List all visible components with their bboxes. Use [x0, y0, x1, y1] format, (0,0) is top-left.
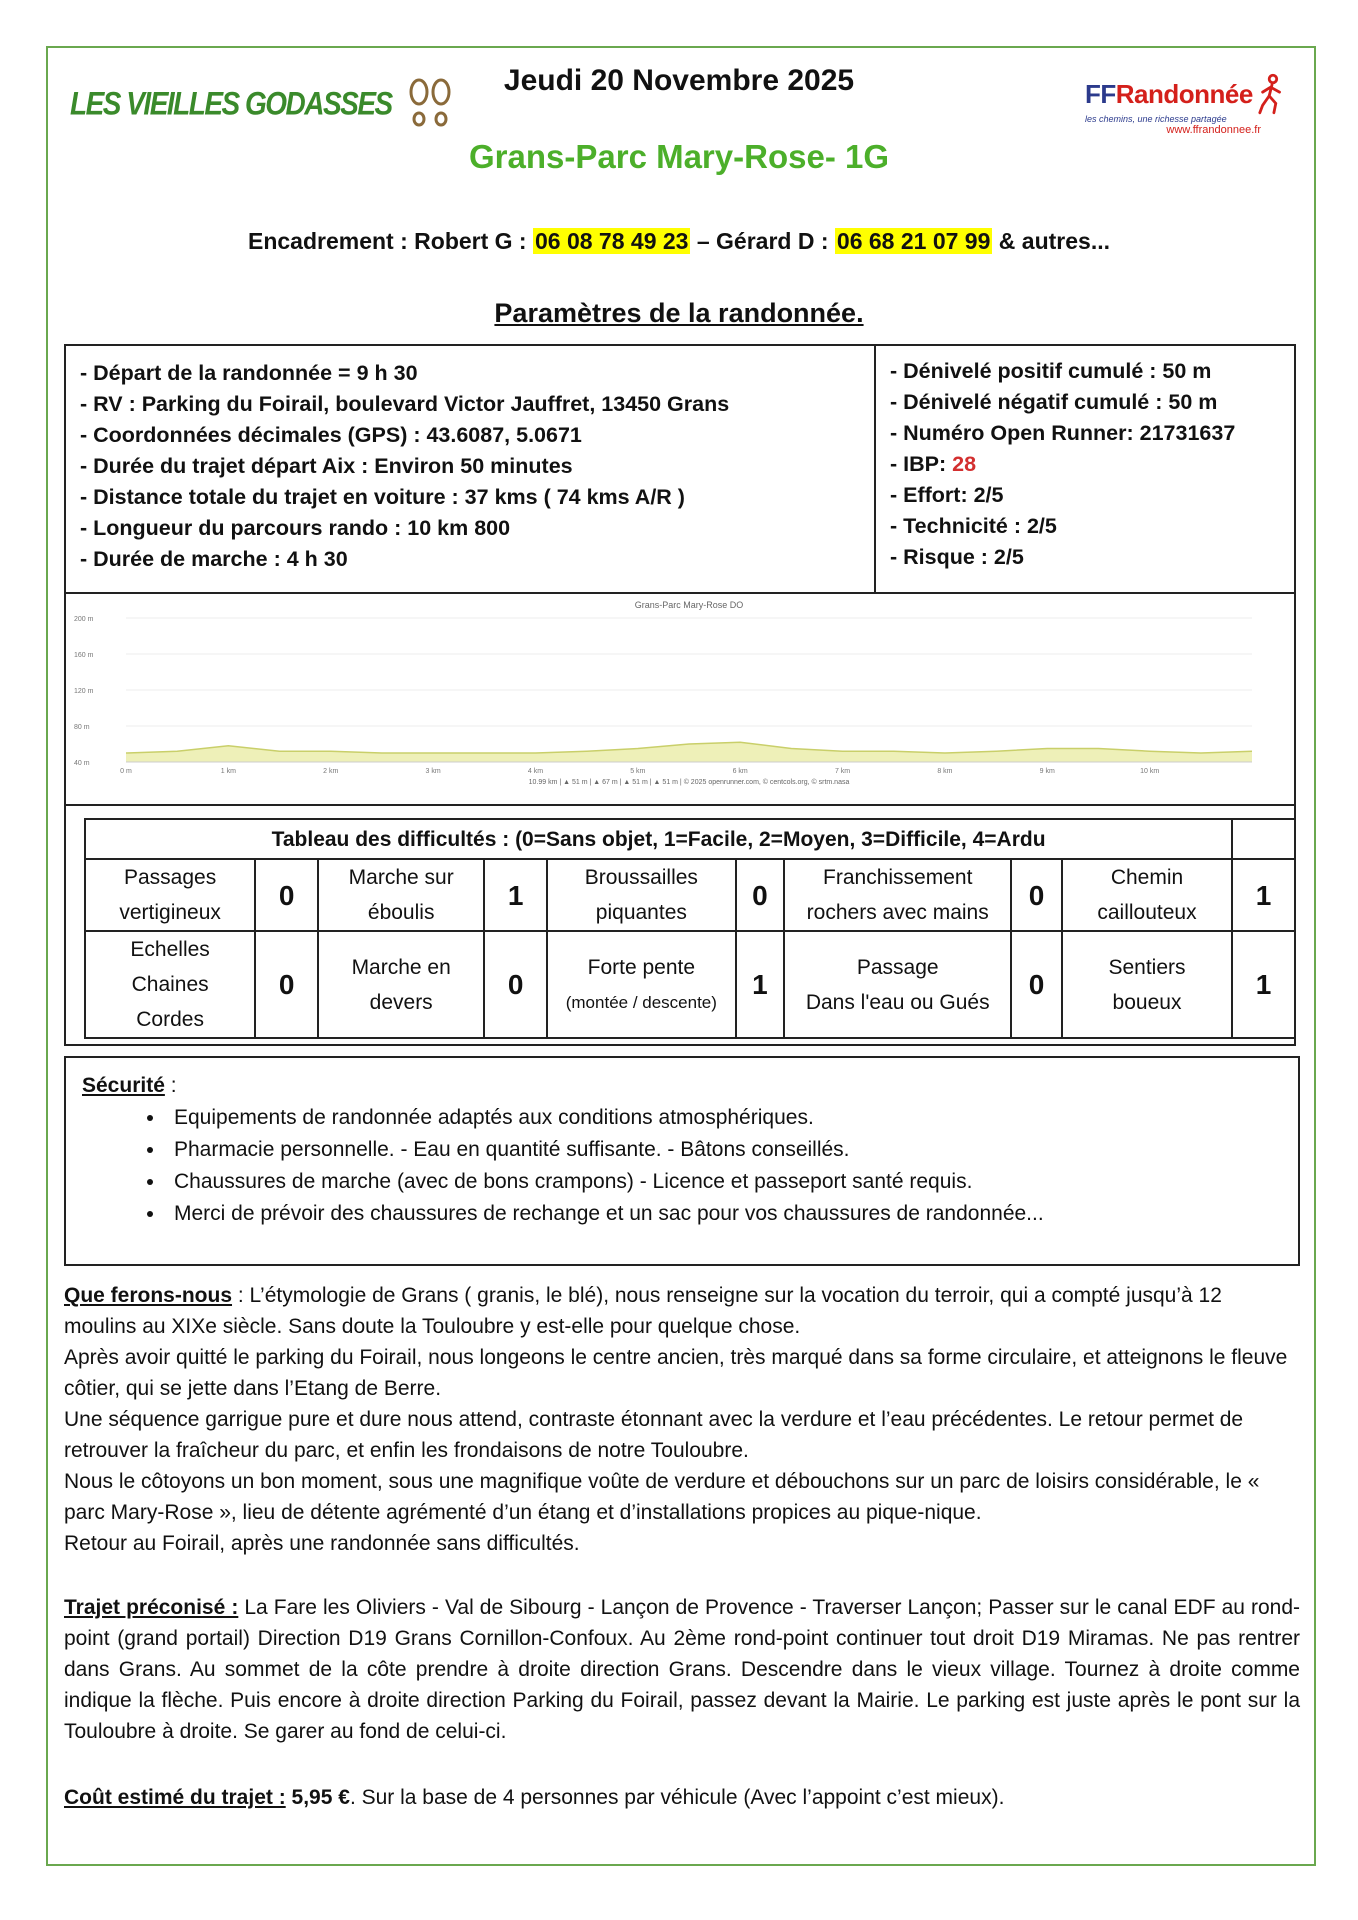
difficulty-value: 1 — [1232, 931, 1295, 1038]
description-line: Après avoir quitté le parking du Foirail, nous longeons le centre ancien, très marqué dans sa forme circulaire, et atteignons le fleuve côtier, qui se jette dans l’Etang de Berre. — [64, 1346, 1288, 1400]
security-item: • Merci de prévoir des chaussures de rechange et un sac pour vos chaussures de randonnée... — [166, 1198, 1282, 1230]
difficulty-label: Broussailles piquantes — [547, 859, 735, 931]
elevation-profile-box — [64, 594, 1296, 804]
param-line: - Technicité : 2/5 — [890, 514, 1057, 538]
difficulty-label: Echelles Chaines Cordes — [85, 931, 255, 1038]
difficulties-box — [64, 804, 1296, 1046]
profile-y-tick: 120 m — [74, 688, 94, 695]
difficulty-value: 0 — [255, 931, 318, 1038]
cost-text: . Sur la base de 4 personnes par véhicule (Avec l’appoint c’est mieux). — [349, 1786, 1005, 1809]
param-line: - Longueur du parcours rando : 10 km 800 — [80, 516, 511, 540]
route — [64, 1592, 1300, 1747]
difficulty-value: 0 — [255, 859, 318, 931]
route-heading: Trajet préconisé : — [64, 1596, 239, 1619]
route-text: La Fare les Oliviers - Val de Sibourg - Lançon de Provence - Traverser Lançon; Passer sur le canal EDF au rond-point (grand portail) Direction D19 Grans Cornillon-Confoux. Au 2ème rond-point continuer tout droit D19 Miramas. Ne pas rentrer dans Grans. Au sommet de la côte prendre à droite direction Grans. Descendre dans le vieux village. Tournez à droite comme indique la flèche. Puis encore à droite direction Parking du Foirail, passez devant la Mairie. Le parking est juste après le pont sur la Touloubre à droite. Se garer au fond de celui-ci. — [64, 1596, 1300, 1743]
profile-x-tick: 8 km — [937, 768, 953, 775]
params-left — [66, 346, 876, 592]
profile-area — [126, 742, 1252, 762]
staff-line — [0, 228, 1358, 255]
param-line: - Distance totale du trajet en voiture : 37 kms ( 74 kms A/R ) — [80, 485, 685, 509]
security-box — [64, 1056, 1300, 1266]
difficulty-value: 0 — [1011, 931, 1062, 1038]
ffr-tagline: les chemins, une richesse partagée — [1085, 114, 1227, 124]
profile-y-tick: 200 m — [74, 616, 94, 623]
security-heading: Sécurité — [82, 1074, 165, 1097]
security-heading-suffix: : — [164, 1074, 177, 1097]
difficulties-header-blank — [1232, 819, 1295, 859]
profile-x-tick: 6 km — [732, 768, 748, 775]
param-line: - Durée de marche : 4 h 30 — [80, 547, 348, 571]
params-box — [64, 344, 1296, 594]
difficulty-label: Passage Dans l'eau ou Gués — [784, 931, 1011, 1038]
security-list — [82, 1102, 1282, 1230]
profile-x-tick: 7 km — [834, 768, 851, 775]
ibp-label: - IBP: — [890, 452, 953, 476]
difficulty-value: 0 — [1011, 859, 1062, 931]
params-right — [876, 346, 1294, 592]
difficulty-label: Sentiers boueux — [1062, 931, 1232, 1038]
ffr-url: www.ffrandonnee.fr — [1166, 124, 1261, 136]
param-line: - Effort: 2/5 — [890, 483, 1004, 507]
param-line: - Dénivelé positif cumulé : 50 m — [890, 359, 1212, 383]
profile-x-tick: 3 km — [425, 768, 441, 775]
phone-gerard[interactable]: 06 68 21 07 99 — [836, 228, 991, 254]
description-line: Une séquence garrigue pure et dure nous attend, contraste étonnant avec la verdure et l’eau précédentes. Le retour permet de retrouver la fraîcheur du parc, et enfin les frondaisons de notre Touloubre. — [64, 1408, 1244, 1462]
description-line — [64, 1280, 1300, 1342]
profile-x-tick: 4 km — [527, 768, 544, 775]
difficulty-value: 1 — [736, 931, 785, 1038]
param-ibp — [890, 449, 1280, 480]
difficulty-label: Marche sur éboulis — [318, 859, 484, 931]
profile-footer: 10.99 km | ▲ 51 m | ▲ 67 m | ▲ 51 m | ▲ 51 m | © 2025 openrunner.com, © centcols.org, © srtm.nasa — [528, 779, 850, 786]
description-heading: Que ferons-nous — [64, 1284, 233, 1307]
difficulty-label: Forte pente (montée / descente) — [547, 931, 735, 1038]
profile-x-tick: 5 km — [630, 768, 646, 775]
security-item: • Pharmacie personnelle. - Eau en quantité suffisante. - Bâtons conseillés. — [166, 1134, 1282, 1166]
description-line: Retour au Foirail, après une randonnée sans difficultés. — [64, 1532, 580, 1555]
params-title: Paramètres de la randonnée. — [494, 298, 864, 328]
ibp-value: 28 — [952, 452, 977, 476]
param-line: - Départ de la randonnée = 9 h 30 — [80, 361, 418, 385]
cost-value: 5,95 € — [285, 1786, 350, 1809]
difficulty-label: Passages vertigineux — [85, 859, 255, 931]
difficulty-label: Franchissement rochers avec mains — [784, 859, 1011, 931]
security-item: • Chaussures de marche (avec de bons crampons) - Licence et passeport santé requis. — [166, 1166, 1282, 1198]
difficulty-value: 0 — [736, 859, 785, 931]
description — [64, 1280, 1300, 1559]
security-heading-line — [82, 1070, 1282, 1102]
staff-suffix: & autres... — [992, 228, 1110, 254]
description-line: Nous le côtoyons un bon moment, sous une magnifique voûte de verdure et débouchons sur un parc de loisirs considérable, le « parc Mary-Rose », lieu de détente agrémenté d’un étang et d’installations propices au pique-nique. — [64, 1470, 1260, 1524]
staff-prefix: Encadrement : Robert G : — [248, 228, 533, 254]
cost-heading: Coût estimé du trajet : — [64, 1786, 286, 1809]
param-line: - Coordonnées décimales (GPS) : 43.6087, 5.0671 — [80, 423, 582, 447]
profile-x-tick: 1 km — [220, 768, 236, 775]
elevation-profile-chart — [66, 594, 1294, 804]
staff-middle: – Gérard D : — [690, 228, 835, 254]
cost — [64, 1782, 1300, 1813]
difficulty-value: 0 — [484, 931, 547, 1038]
param-line: - Dénivelé négatif cumulé : 50 m — [890, 390, 1218, 414]
profile-title: Grans-Parc Mary-Rose DO — [634, 600, 744, 610]
difficulty-value: 1 — [1232, 859, 1295, 931]
profile-x-tick: 10 km — [1140, 768, 1160, 775]
difficulty-value: 1 — [484, 859, 547, 931]
param-line: - Numéro Open Runner: 21731637 — [890, 421, 1236, 445]
club-name: LES VIEILLES GODASSES — [70, 85, 392, 122]
ffr-brand-ff: FF — [1085, 78, 1116, 109]
hike-date: Jeudi 20 Novembre 2025 — [503, 64, 855, 97]
description-text: : L’étymologie de Grans ( granis, le blé), nous renseigne sur la vocation du terroir, qui a compté jusqu’à 12 moulins au XIXe siècle. Sans doute la Touloubre y est-elle pour quelque chose. — [64, 1284, 1222, 1338]
param-line: - Durée du trajet départ Aix : Environ 50 minutes — [80, 454, 573, 478]
profile-x-tick: 9 km — [1039, 768, 1055, 775]
difficulties-table — [84, 818, 1296, 1039]
profile-x-tick: 2 km — [323, 768, 339, 775]
difficulties-header: Tableau des difficultés : (0=Sans objet, 1=Facile, 2=Moyen, 3=Difficile, 4=Ardu — [85, 819, 1232, 859]
param-line: - Risque : 2/5 — [890, 545, 1024, 569]
difficulty-label: Marche en devers — [318, 931, 484, 1038]
difficulty-label: Chemin caillouteux — [1062, 859, 1232, 931]
hike-title: Grans-Parc Mary-Rose- 1G — [469, 138, 889, 175]
security-item: • Equipements de randonnée adaptés aux conditions atmosphériques. — [166, 1102, 1282, 1134]
profile-y-tick: 80 m — [74, 724, 90, 731]
profile-x-tick: 0 m — [120, 768, 132, 775]
profile-y-tick: 160 m — [74, 652, 94, 659]
ffr-brand-rest: Randonnée — [1115, 78, 1253, 109]
profile-y-tick: 40 m — [74, 760, 90, 767]
phone-robert[interactable]: 06 08 78 49 23 — [534, 228, 689, 254]
param-line: - RV : Parking du Foirail, boulevard Victor Jauffret, 13450 Grans — [80, 392, 730, 416]
